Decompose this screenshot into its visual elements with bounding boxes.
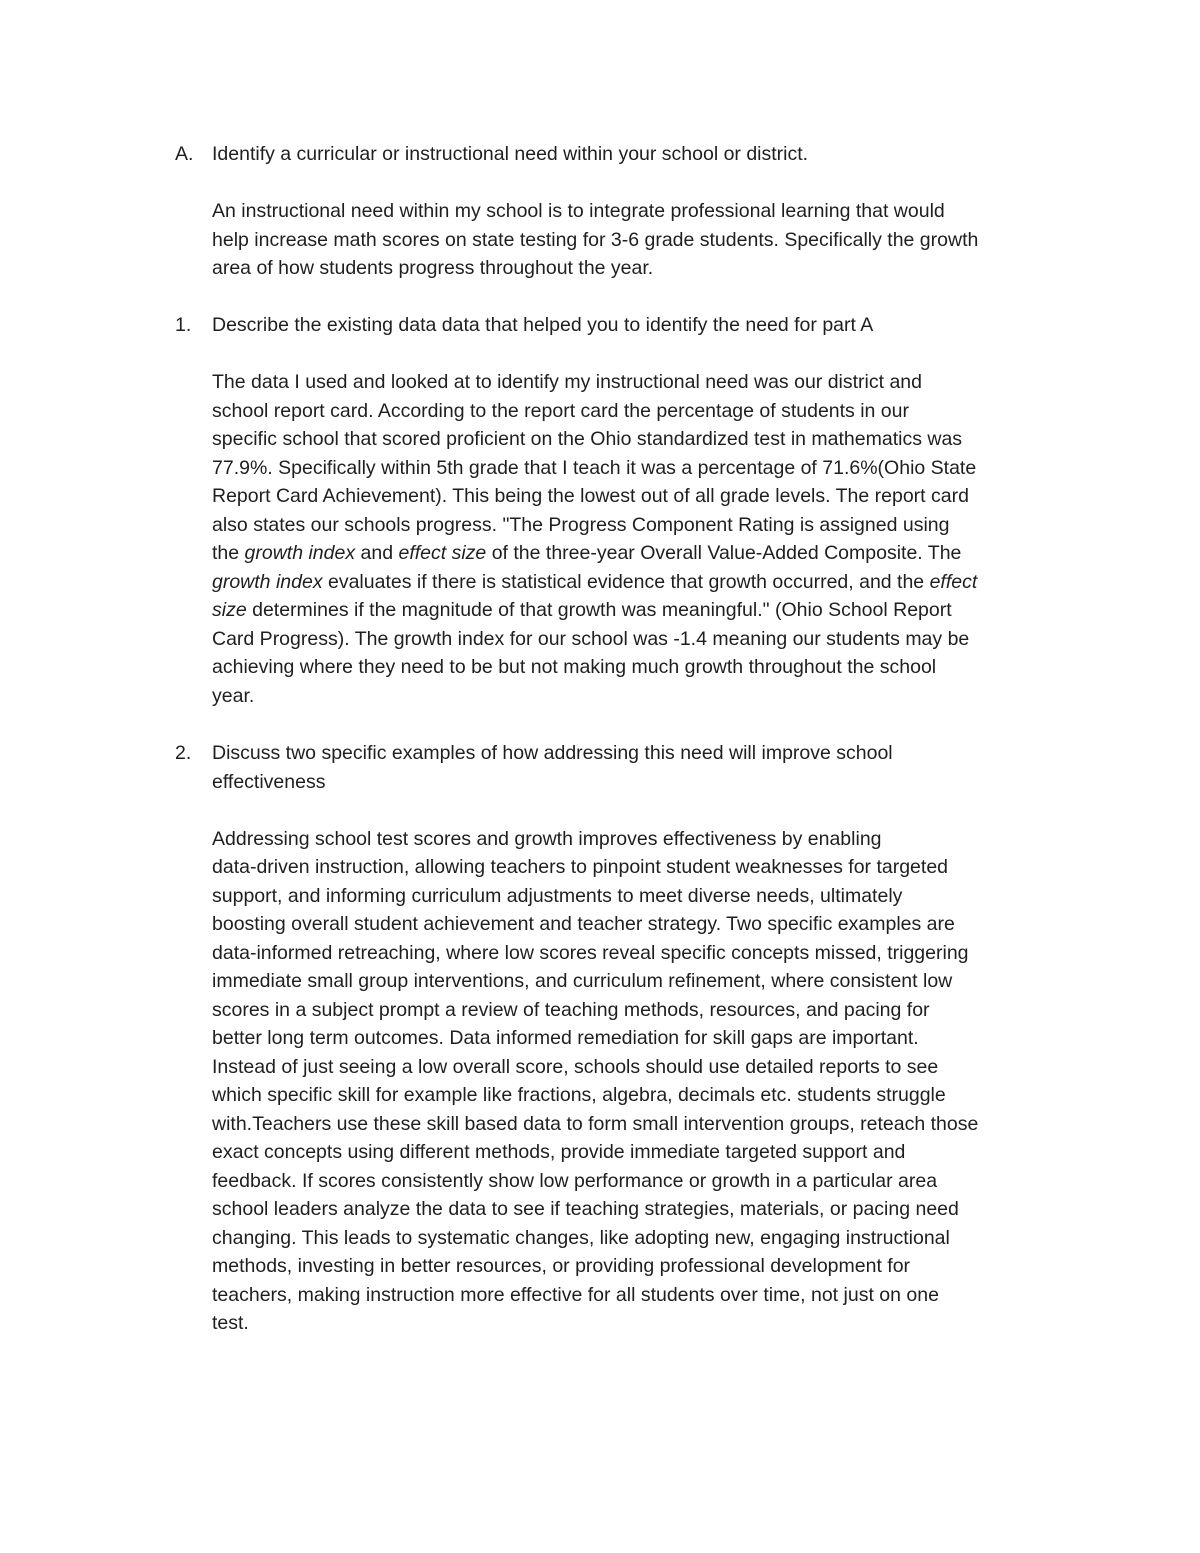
list-marker: 2. (175, 742, 192, 764)
paragraph-line: Addressing school test scores and growth improves effectiveness by enabling (212, 827, 882, 850)
paragraph-line: test. (212, 1312, 249, 1334)
paragraph-line: 77.9%. Specifically within 5th grade that I teach it was a percentage of 71.6%(Ohio State (212, 456, 977, 479)
paragraph-line: support, and informing curriculum adjustments to meet diverse needs, ultimately (212, 884, 903, 907)
paragraph-line: year. (212, 684, 255, 707)
paragraph-line: Report Card Achievement). This being the lowest out of all grade levels. The report card (212, 485, 969, 507)
section-paragraph (212, 197, 1068, 283)
paragraph-line: the growth index and effect size of the three-year Overall Value-Added Composite. The (212, 542, 962, 564)
paragraph-line: boosting overall student achievement and teacher strategy. Two specific examples are (212, 913, 955, 935)
paragraph-line: better long term outcomes. Data informed remediation for skill gaps are important. (212, 1027, 919, 1049)
paragraph-line: help increase math scores on state testing for 3-6 grade students. Specifically the growth (212, 228, 979, 251)
paragraph-line: exact concepts using different methods, provide immediate targeted support and (212, 1141, 906, 1163)
section-2 (175, 739, 1075, 1338)
heading-line: Describe the existing data data that helped you to identify the need for part A (212, 314, 874, 336)
paragraph-line: feedback. If scores consistently show low performance or growth in a particular area (212, 1169, 938, 1192)
paragraph-line: specific school that scored proficient on the Ohio standardized test in mathematics was (212, 428, 963, 450)
paragraph-line: methods, investing in better resources, or providing professional development for (212, 1255, 911, 1277)
paragraph-line: achieving where they need to be but not making much growth throughout the school (212, 656, 937, 678)
paragraph-line: school leaders analyze the data to see if teaching strategies, materials, or pacing need (212, 1198, 959, 1220)
section-paragraph (212, 368, 1068, 710)
paragraph-line: Card Progress). The growth index for our school was -1.4 meaning our students may be (212, 627, 970, 650)
paragraph-line: An instructional need within my school is to integrate professional learning that would (212, 200, 945, 222)
section-paragraph (212, 825, 1068, 1338)
paragraph-line: scores in a subject prompt a review of teaching methods, resources, and pacing for (212, 998, 930, 1021)
heading-line: Discuss two specific examples of how addressing this need will improve school (212, 742, 893, 764)
paragraph-line: growth index evaluates if there is statistical evidence that growth occurred, and the effect (212, 570, 978, 593)
section-heading (212, 739, 1068, 796)
list-marker: 1. (175, 314, 192, 336)
paragraph-line: with.Teachers use these skill based data to form small intervention groups, reteach those (212, 1112, 979, 1135)
paragraph-line: which specific skill for example like fractions, algebra, decimals etc. students struggle (212, 1084, 946, 1106)
section-heading (212, 311, 1068, 340)
section-1 (175, 311, 1075, 710)
paragraph-line: school report card. According to the report card the percentage of students in our (212, 399, 909, 422)
paragraph-line: teachers, making instruction more effective for all students over time, not just on one (212, 1283, 939, 1306)
paragraph-line: data-driven instruction, allowing teachers to pinpoint student weaknesses for targeted (212, 856, 949, 878)
list-marker: A. (175, 143, 194, 165)
heading-line: Identify a curricular or instructional need within your school or district. (212, 143, 809, 165)
heading-line: effectiveness (212, 770, 326, 793)
section-a (175, 140, 1075, 283)
paragraph-line: immediate small group interventions, and curriculum refinement, where consistent low (212, 970, 953, 992)
paragraph-line: Instead of just seeing a low overall score, schools should use detailed reports to see (212, 1055, 939, 1078)
paragraph-line: data-informed retreaching, where low scores reveal specific concepts missed, triggering (212, 941, 969, 964)
section-heading (212, 140, 1068, 169)
paragraph-line: The data I used and looked at to identify my instructional need was our district and (212, 371, 922, 393)
paragraph-line: also states our schools progress. "The Progress Component Rating is assigned using (212, 513, 950, 536)
paragraph-line: changing. This leads to systematic changes, like adopting new, engaging instructional (212, 1226, 950, 1249)
paragraph-line: area of how students progress throughout the year. (212, 257, 654, 279)
paragraph-line: size determines if the magnitude of that growth was meaningful." (Ohio School Report (212, 599, 952, 621)
